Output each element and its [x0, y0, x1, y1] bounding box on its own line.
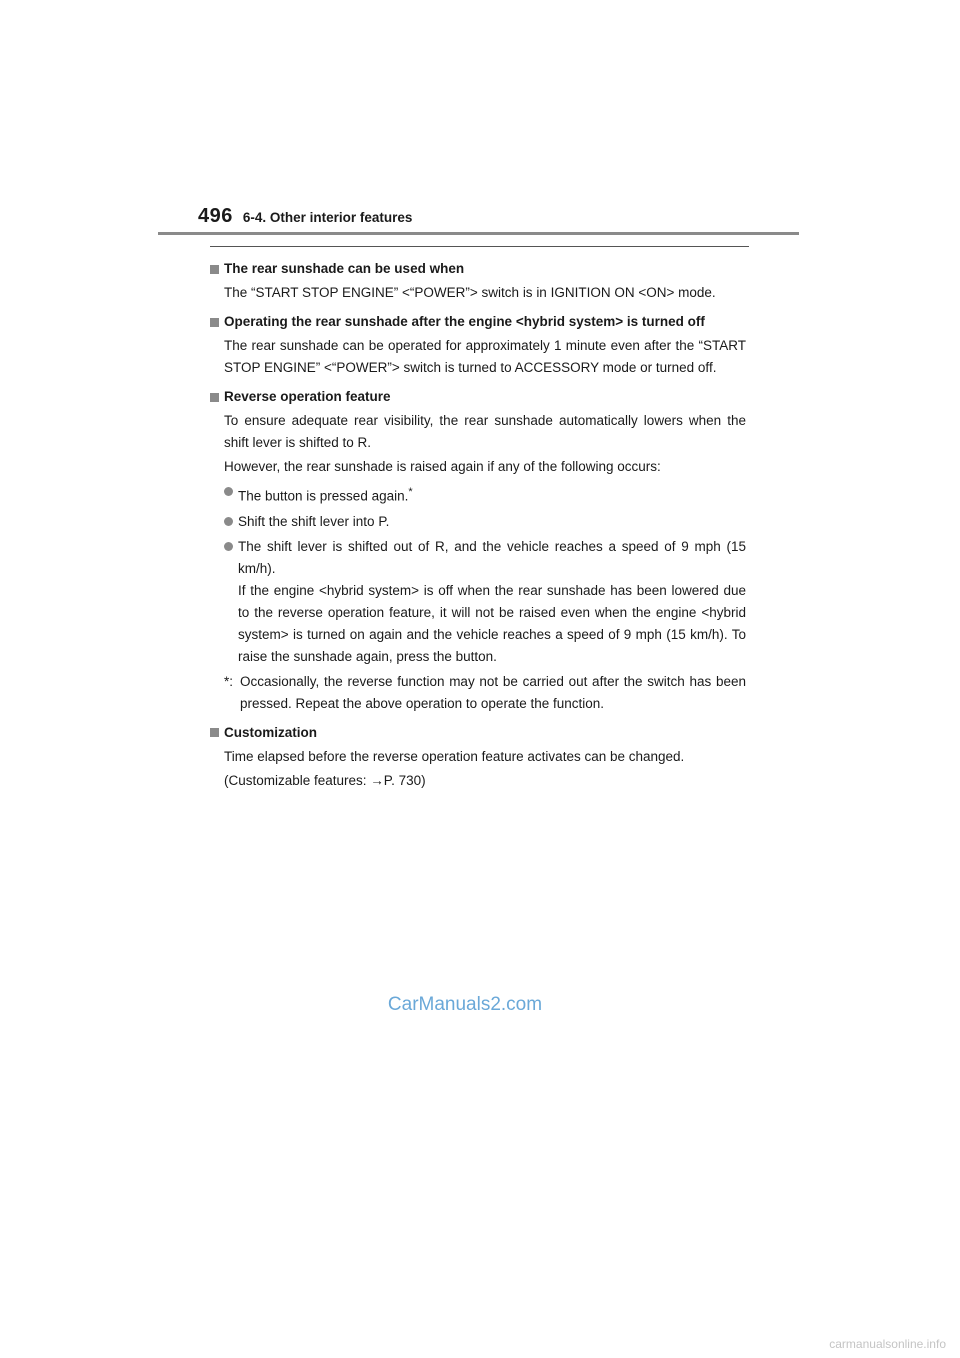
square-bullet-icon	[210, 318, 219, 327]
section-heading: Reverse operation feature	[210, 386, 746, 408]
list-item: The button is pressed again.*	[224, 481, 746, 508]
section-reverse-operation	[210, 386, 746, 715]
section-usage	[210, 258, 746, 304]
circle-bullet-icon	[224, 517, 233, 526]
square-bullet-icon	[210, 265, 219, 274]
paragraph: The “START STOP ENGINE” <“POWER”> switch is in IGNITION ON <ON> mode.	[224, 285, 716, 300]
section-heading: Operating the rear sunshade after the engine <hybrid system> is turned off	[210, 311, 746, 333]
page-number: 496	[198, 205, 233, 227]
watermark: CarManuals2.com	[387, 994, 543, 1015]
header-rule	[158, 232, 799, 235]
square-bullet-icon	[210, 728, 219, 737]
section-customization	[210, 722, 746, 792]
footnote	[224, 671, 746, 715]
circle-bullet-icon	[224, 542, 233, 551]
footer-watermark: carmanualsonline.info	[829, 1337, 946, 1351]
list-item: Shift the shift lever into P.	[224, 511, 746, 533]
square-bullet-icon	[210, 393, 219, 402]
paragraph: However, the rear sunshade is raised again if any of the following occurs:	[224, 459, 661, 474]
paragraph: Time elapsed before the reverse operation feature activates can be changed.	[224, 748, 685, 764]
page-header	[198, 205, 412, 228]
section-after-off	[210, 311, 746, 379]
page-reference: (Customizable features: →P. 730)	[224, 772, 426, 788]
paragraph: The rear sunshade can be operated for approximately 1 minute even after the “START STOP ENGINE” <“POWER”> switch is turned to ACCESSORY mode or turned off.	[224, 338, 746, 375]
content-rule	[210, 246, 749, 247]
list-item: The shift lever is shifted out of R, and the vehicle reaches a speed of 9 mph (15 km/h). If the engine <hybrid system> is off when the rear sunshade has been lowered due to the reverse operation feature, it will not be raised even when the engine <hybrid system> is turned on again and the vehicle reaches a speed of 9 mph (15 km/h). To raise the sunshade again, press the button.	[224, 536, 746, 668]
section-title: 6-4. Other interior features	[242, 210, 413, 225]
circle-bullet-icon	[224, 487, 233, 496]
content	[210, 258, 746, 799]
asterisk-mark: *	[408, 486, 413, 498]
footnote-mark: *:	[224, 673, 234, 689]
paragraph: To ensure adequate rear visibility, the rear sunshade automatically lowers when the shift lever is shifted to R.	[224, 413, 746, 450]
section-heading: Customization	[210, 722, 746, 744]
section-heading: The rear sunshade can be used when	[210, 258, 746, 280]
footnote-text: Occasionally, the reverse function may not be carried out after the switch has been pressed. Repeat the above operation to operate the function.	[240, 673, 746, 711]
